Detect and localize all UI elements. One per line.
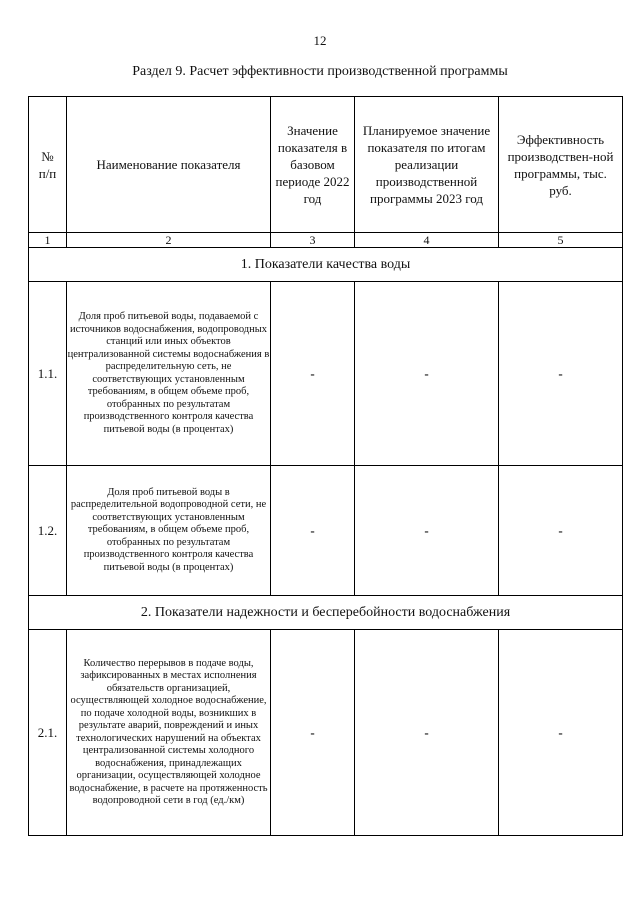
base-value: - [271,282,355,466]
column-number: 2 [67,233,271,248]
efficiency-value: - [499,630,623,836]
column-number-row [29,233,623,248]
efficiency-value: - [499,466,623,596]
base-value: - [271,466,355,596]
column-number: 5 [499,233,623,248]
column-number: 3 [271,233,355,248]
header-planned-value: Планируемое значение показателя по итогам реализации производственной программы 2023 год [355,97,499,233]
row-number: 1.1. [29,282,67,466]
table-row [29,630,623,836]
planned-value: - [355,466,499,596]
row-number: 1.2. [29,466,67,596]
row-number: 2.1. [29,630,67,836]
group-row-water-quality [29,248,623,282]
base-value: - [271,630,355,836]
efficiency-value: - [499,282,623,466]
column-number: 4 [355,233,499,248]
group-title: 1. Показатели качества воды [29,248,623,282]
group-title: 2. Показатели надежности и бесперебойности водоснабжения [29,596,623,630]
indicator-name: Доля проб питьевой воды в распределительной водопроводной сети, не соответствующих установленным требованиям, в общем объеме проб, отобранных по результатам производственного контроля качества питьевой воды (в процентах) [67,466,271,596]
indicator-name: Доля проб питьевой воды, подаваемой с источников водоснабжения, водопроводных станций или иных объектов централизованной системы водоснабжения в распределительную сеть, не соответствующих установленным требованиям, в общем объеме проб, отобранных по результатам производственного контроля качества питьевой воды (в процентах) [67,282,271,466]
header-row [29,97,623,233]
efficiency-table [28,96,623,836]
planned-value: - [355,282,499,466]
header-indicator-name: Наименование показателя [67,97,271,233]
table-row [29,466,623,596]
planned-value: - [355,630,499,836]
header-number: № п/п [29,97,67,233]
column-number: 1 [29,233,67,248]
group-row-reliability [29,596,623,630]
page-number: 12 [313,33,327,48]
table-row [29,282,623,466]
header-efficiency: Эффективность производствен-ной программы, тыс. руб. [499,97,623,233]
section-title: Раздел 9. Расчет эффективности производственной программы [132,64,508,79]
indicator-name: Количество перерывов в подаче воды, зафиксированных в местах исполнения обязательств организацией, осуществляющей холодное водоснабжение, по подаче холодной воды, возникших в результате аварий, повреждений и иных технологических нарушений на объектах централизованной системы холодного водоснабжения, принадлежащих организации, осуществляющей холодное водоснабжение, в расчете на протяженность водопроводной сети в год (ед./км) [67,630,271,836]
header-base-value: Значение показателя в базовом периоде 2022 год [271,97,355,233]
